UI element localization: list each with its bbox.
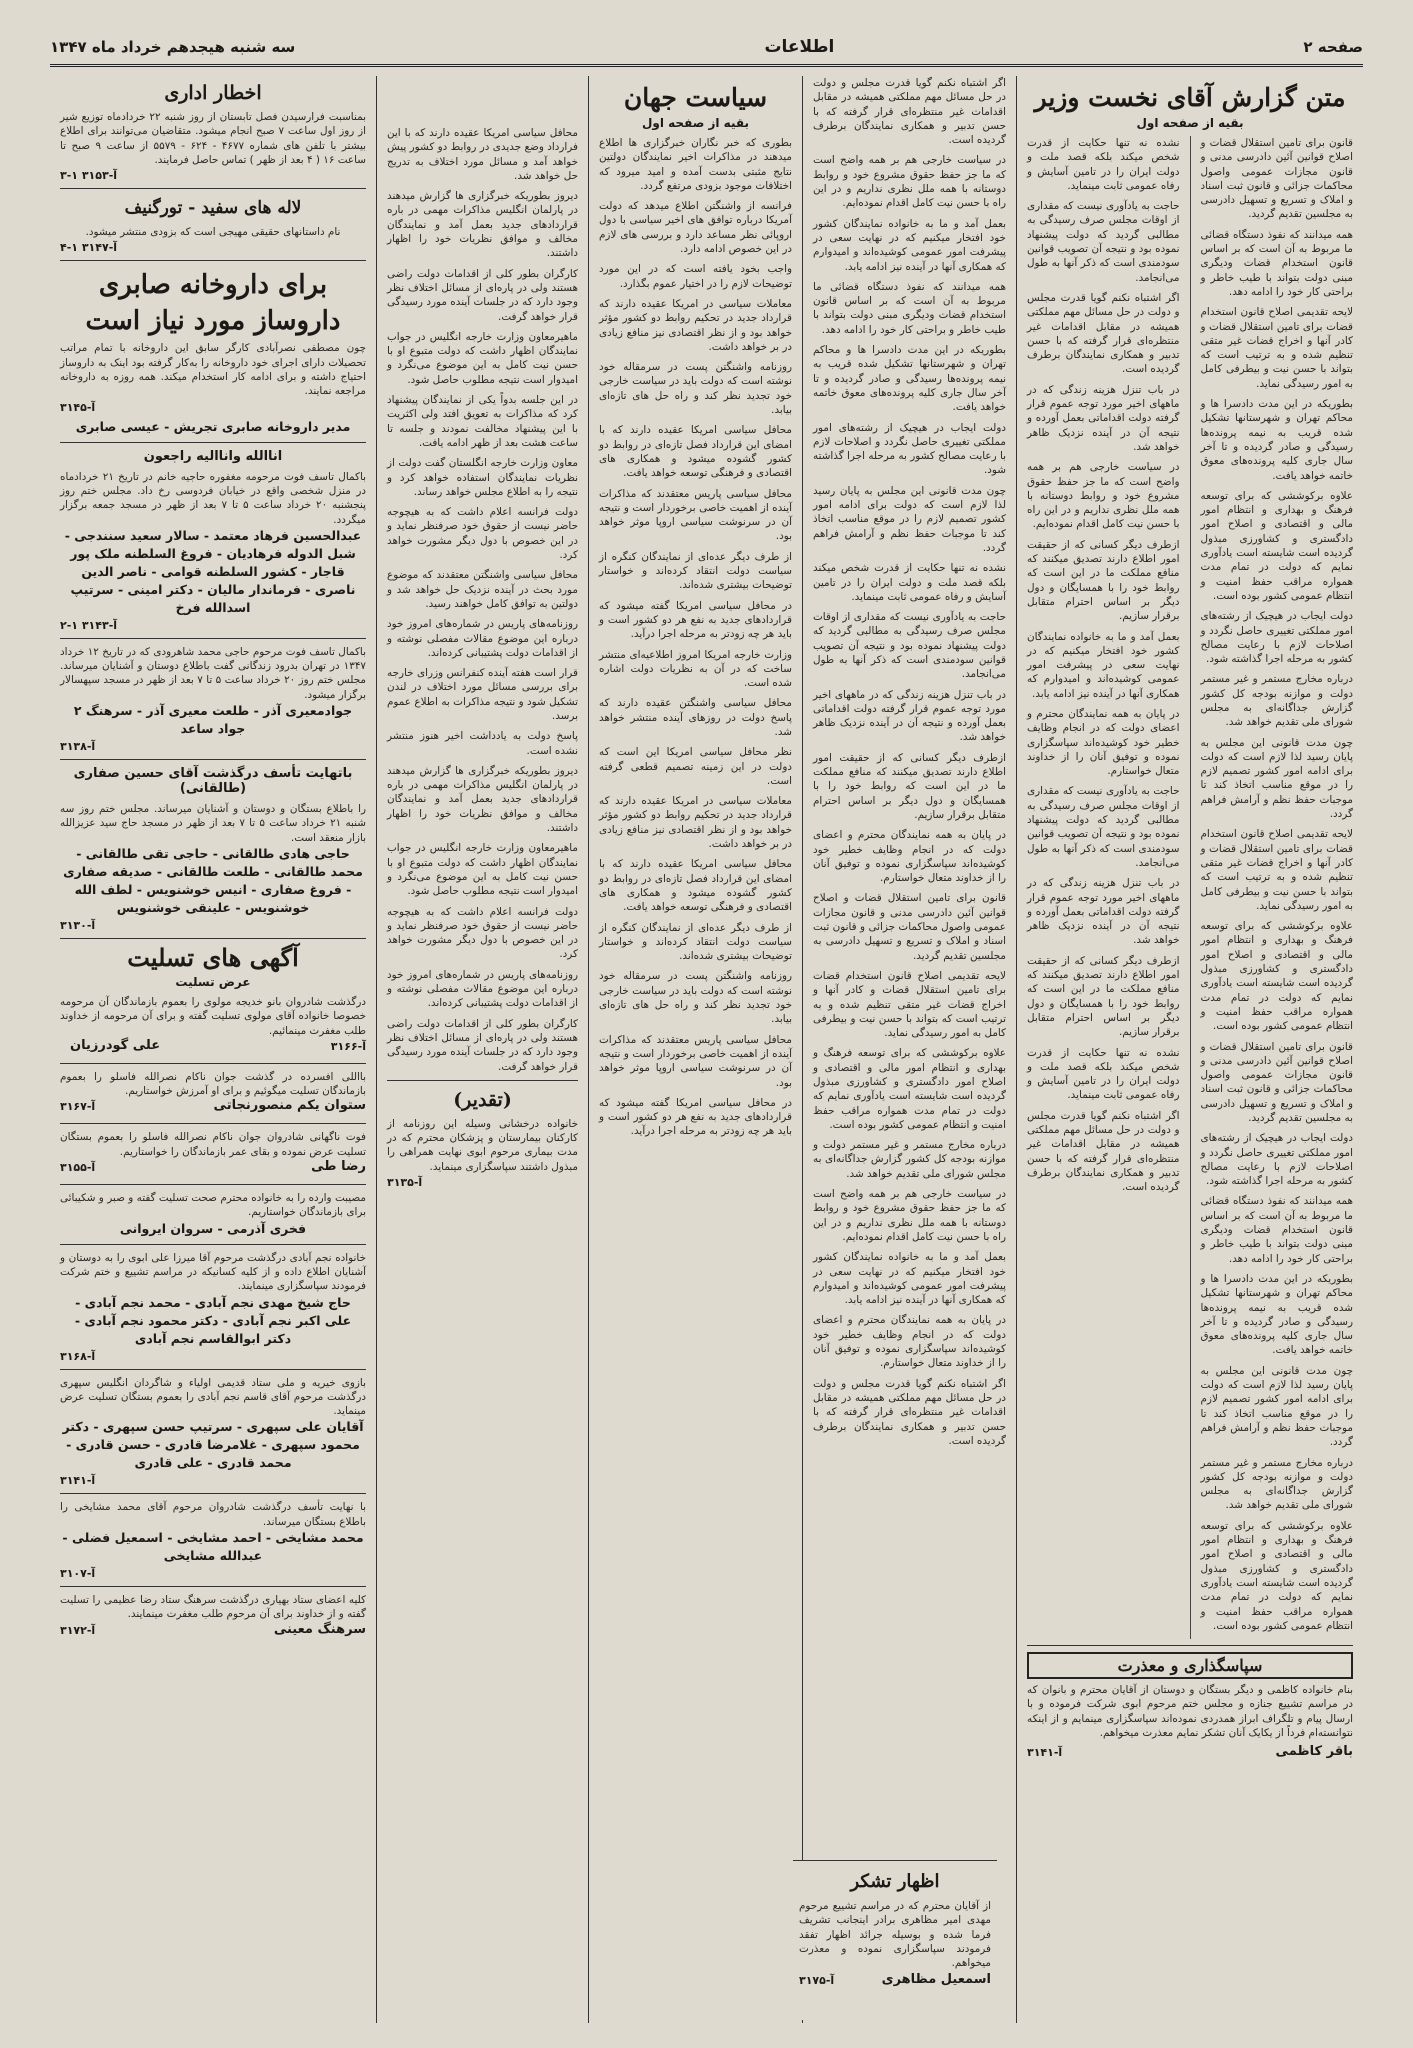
thanks-apology-title: سپاسگذاری و معذرت bbox=[1027, 1652, 1353, 1679]
gratitude-title: اظهار تشکر bbox=[850, 1871, 940, 1892]
world-paragraph: محافل سیاسی پاریس معتقدند که مذاکرات آینده از اهمیت خاصی برخوردار است و نتیجه آن در سرنوشت سیاسی اروپا موثر خواهد بود. bbox=[599, 487, 792, 543]
report-paragraph: ازطرف دیگر کسانی که از حقیقت امور اطلاع دارند تصدیق میکنند که منافع مملکت ما در این است که روابط خود را با همسایگان و دول دیگر بر اساس احترام متقابل برقرار سازیم. bbox=[1027, 954, 1180, 1039]
report-paragraph: بعمل آمد و ما به خانواده نمایندگان کشور خود افتخار میکنیم که در نهایت سعی در پیشرفت امور عمومی کوشیده‌اند و امیدوارم که همکاری آنها در آینده نیز ادامه یابد. bbox=[813, 1251, 1006, 1307]
mourning3-code: آ-۳۱۳۰ bbox=[60, 918, 96, 932]
condolence3-code: آ-۳۱۵۵ bbox=[60, 1161, 96, 1175]
mourning2-names: جوادمعیری آذر - طلعت معیری آذر - سرهنگ ۲ جواد ساعد bbox=[73, 703, 353, 737]
thanks-apology-code: آ-۳۱۴۱ bbox=[1027, 1746, 1063, 1760]
report-paragraph: در پایان به همه نمایندگان محترم و اعضای دولت که در انجام وظایف خطیر خود کوشیده‌اند سپاسگزاری نموده و توفیق آنان را از خداوند متعال خواستارم. bbox=[813, 829, 1006, 885]
thanks-apology-text: بنام خانواده کاظمی و دیگر بستگان و دوستان از آقایان محترم و بانوان که در مراسم تشییع جنازه و مجلس ختم مرحوم ابوی شرکت فرموده و با ارسال پیام و تلگراف ابراز همدردی نموده‌اند سپاسگزاری مینمایم و از اینکه نتوانسته‌ام فرداً از یکایک آنان تشکر نمایم معذرت میخواهم. bbox=[1027, 1684, 1353, 1739]
report-paragraph: در باب تنزل هزینه زندگی که در ماههای اخیر مورد توجه عموم قرار گرفته دولت اقداماتی بعمل آورده و نتیجه آن در آینده نزدیک ظاهر خواهد شد. bbox=[813, 688, 1006, 744]
world-headline: سیاست جهان bbox=[623, 83, 768, 112]
world-paragraph: معاملات سیاسی در امریکا عقیده دارند که قرارداد جدید در تحکیم روابط دو کشور مؤثر خواهد بود و از نظر اقتصادی نیز منافع زیادی در بر خواهد داشت. bbox=[599, 297, 792, 353]
world-paragraph: وزارت خارجه امریکا امروز اطلاعیه‌ای منتشر ساخت که در آن به نظریات دولت اشاره شده است. bbox=[599, 648, 792, 690]
report-paragraph: درباره مخارج مستمر و غیر مستمر دولت و موازنه بودجه کل کشور گزارش جداگانه‌ای به مجلس شورای ملی تقدیم خواهد شد. bbox=[1200, 1456, 1353, 1512]
condolence4-signature: فخری آذرمی - سروان ایروانی bbox=[119, 1220, 307, 1236]
pharmacy-ad-signature: مدیر داروخانه صابری تجریش - عیسی صابری bbox=[75, 418, 351, 434]
report-paragraph: اگر اشتباه نکنم گویا قدرت مجلس و دولت در حل مسائل مهم مملکتی همیشه در مقابل اقدامات غیر منتظره‌ای قرار گرفته که با حسن تدبیر و همکاری نمایندگان برطرف گردیده است. bbox=[813, 1377, 1006, 1447]
report-paragraph: در سیاست خارجی هم بر همه واضح است که ما جز حفظ حقوق مشروع خود و روابط دوستانه با همه ملل نظری نداریم و در این راه با حسن نیت کامل اقدام نموده‌ایم. bbox=[1027, 461, 1180, 531]
notice-code: ۳-۱ آ-۳۱۵۳ bbox=[60, 169, 118, 183]
report-paragraph: حاجت به یادآوری نیست که مقداری از اوقات مجلس صرف رسیدگی به مطالبی گردید که دولت پیشنهاد نموده بود و نتیجه آن تصویب قوانین سودمندی است که ذکر آنها به طول می‌انجامد. bbox=[1027, 785, 1180, 869]
world-paragraph: روزنامه واشنگتن پست در سرمقاله خود نوشته است که دولت باید در سیاست خارجی خود تجدید نظر کند و راه حل های تازه‌ای بیابد. bbox=[599, 970, 792, 1026]
notice-text: بمناسبت فرارسیدن فصل تابستان از روز شنبه ۲۲ خردادماه توزیع شیر از روز اول ساعت ۷ صبح انجام میشود. متقاضیان می‌توانند برای اطلاع بیشتر با تلفن های شماره ۴۶۷۷ - ۶۲۴ - ۵۵۷۹ از ساعت ۹ صبح تا ساعت ۱۶ ( ۴ بعد از ظهر ) تماس حاصل فرمایند. bbox=[60, 111, 366, 166]
condolence-section-title: آگهی های تسلیت bbox=[127, 942, 299, 972]
condolence5-names: حاج شیخ مهدی نجم آبادی - محمد نجم آبادی - علی اکبر نجم آبادی - دکتر محمود نجم آبادی - دکتر ابوالقاسم نجم آبادی bbox=[74, 1294, 352, 1346]
report-paragraph: همه میدانند که نفوذ دستگاه قضائی ما مربوط به آن است که بر اساس قانون استخدام قضات ودیگری مبنی دولت بتواند با طیب خاطر و براحتی کار خود را ادامه دهد. bbox=[813, 280, 1006, 336]
world-paragraph: نظر محافل سیاسی امریکا این است که دولت در این زمینه تصمیم قطعی گرفته است. bbox=[599, 746, 792, 787]
condolence7-text: با نهایت تأسف درگذشت شادروان مرحوم آقای محمد مشایخی را باطلاع بستگان میرساند. bbox=[60, 1501, 366, 1528]
condolence6-code: آ-۳۱۴۱ bbox=[60, 1474, 96, 1488]
mourning2-code: آ-۳۱۳۸ bbox=[60, 740, 96, 754]
condolence8-signature: سرهنگ معینی bbox=[273, 1621, 366, 1637]
world-paragraph: از طرف دیگر عده‌ای از نمایندگان کنگره از سیاست دولت انتقاد کرده‌اند و خواستار توضیحات بیشتری شده‌اند. bbox=[599, 921, 792, 963]
report-paragraph: دولت ایجاب در هیچیک از رشته‌های امور مملکتی تغییری حاصل نگردد و اصلاحات لازم با رعایت مصالح کشور به مرحله اجرا گذاشته شود. bbox=[1200, 1132, 1353, 1188]
report-paragraph: دولت ایجاب در هیچیک از رشته‌های امور مملکتی تغییری حاصل نگردد و اصلاحات لازم با رعایت مصالح کشور به مرحله اجرا گذاشته شود. bbox=[1200, 610, 1353, 666]
report-paragraph: علاوه برکوششی که برای توسعه فرهنگ و بهداری و انتظام امور مالی و اقتصادی و اصلاح امور دادگستری و کشاورزی مبذول گردیده است شایسته است یادآوری نمایم که دولت در تمام مدت همواره مراقب حفظ امنیت و انتظام عمومی کشور بوده است. bbox=[1200, 1519, 1353, 1632]
world-paragraph: محافل سیاسی واشنگتن معتقدند که موضوع مورد بحث در آینده نزدیک حل خواهد شد و دولتین به توافق کامل خواهند رسید. bbox=[387, 569, 578, 610]
condolence2-code: آ-۳۱۶۷ bbox=[60, 1100, 96, 1114]
report-paragraph: بعمل آمد و ما به خانواده نمایندگان کشور خود افتخار میکنیم که در نهایت سعی در پیشرفت امور عمومی کوشیده‌اند و امیدوارم که همکاری آنها در آینده نیز ادامه یابد. bbox=[813, 217, 1006, 273]
condolence1-code: آ-۳۱۶۶ bbox=[330, 1039, 366, 1053]
condolence6-names: آقایان علی سپهری - سرتیپ حسن سپهری - دکتر محمود سپهری - غلامرضا قادری - حسن قادری - محمد قادری - علی قادری bbox=[62, 1419, 364, 1471]
report-headline: متن گزارش آقای نخست وزیر bbox=[1034, 83, 1346, 112]
report-continued-note: بقیه از صفحه اول bbox=[1136, 116, 1244, 130]
condolence1-title: عرض تسلیت bbox=[175, 974, 251, 989]
movie-ad-title: لاله های سفید - تورگنیف bbox=[124, 198, 302, 219]
condolence1-signature: علی گودرزیان bbox=[70, 1037, 161, 1053]
report-paragraph: همه میدانند که نفوذ دستگاه قضائی ما مربوط به آن است که بر اساس قانون استخدام قضات ودیگری مبنی دولت بتواند با طیب خاطر و براحتی کار خود را ادامه دهد. bbox=[1200, 228, 1353, 298]
world-body bbox=[599, 136, 792, 1139]
gratitude-signature: اسمعیل مظاهری bbox=[881, 1972, 991, 1988]
report-paragraph: در پایان به همه نمایندگان محترم و اعضای دولت که در انجام وظایف خطیر خود کوشیده‌اند سپاسگزاری نموده و توفیق آنان را از خداوند متعال خواستارم. bbox=[813, 1314, 1006, 1370]
thanks-apology-signature: باقر کاظمی bbox=[1275, 1744, 1353, 1760]
world-paragraph: بطوری که خبر نگاران خبرگزاری ها اطلاع میدهند در مذاکرات اخیر نمایندگان دولتین نتایج مثبتی بدست آمده و امید میرود که اختلافات موجود بزودی مرتفع گردد. bbox=[599, 137, 792, 192]
world-paragraph: فرانسه از واشنگتن اطلاع میدهد که دولت آمریکا درباره توافق های اخیر سیاسی با دول اروپائی نظر مساعد دارد و بررسی های لازم در این خصوص ادامه دارد. bbox=[599, 200, 792, 256]
column-report bbox=[1017, 76, 1363, 2023]
gratitude-text: از آقایان محترم که در مراسم تشییع مرحوم مهدی امیر مظاهری برادر اینجانب تشریف فرما شده و بوسیله جرائد اظهار تفقد فرمودند سپاسگزاری نموده و معذرت میخواهم. bbox=[799, 1900, 991, 1970]
condolence7-code: آ-۳۱۰۷ bbox=[60, 1566, 96, 1580]
report-paragraph: چون مدت قانونی این مجلس به پایان رسید لذا لازم است که دولت برای ادامه امور کشور تصمیم لازم را در موقع مناسب اتخاذ کند تا موجبات حفظ نظم و آرامش فراهم گردد. bbox=[1200, 1364, 1353, 1449]
masthead bbox=[50, 30, 1363, 67]
gratitude-code: آ-۳۱۷۵ bbox=[799, 1974, 835, 1988]
pharmacy-ad-title: برای داروخانه صابری داروساز مورد نیاز است bbox=[85, 270, 341, 337]
condolence5-code: آ-۳۱۶۸ bbox=[60, 1349, 96, 1363]
report-paragraph: لایحه تقدیمی اصلاح قانون استخدام قضات برای تامین استقلال قضات و کادر آنها و اخراج قضات غیر متقی تنظیم شده و به ترتیب است که بتواند با حسن نیت و بیطرفی کامل به امور رسیدگی نماید. bbox=[1200, 306, 1353, 390]
columns bbox=[50, 76, 1363, 2023]
mourning1-title: اناالله وانااليه راجعون bbox=[143, 448, 283, 464]
report-body-a bbox=[1201, 136, 1354, 1639]
world-continued-body bbox=[387, 126, 578, 1074]
column-world-politics bbox=[589, 76, 803, 2023]
report-paragraph: قانون برای تامین استقلال قضات و اصلاح قوانین آئین دادرسی مدنی و قانون مجازات عمومی واصول محاکمات جزائی و قانون ثبت اسناد و املاک و تسریع و تسهیل دادرسی به مجلسین تقدیم گردید. bbox=[813, 892, 1006, 962]
world-paragraph: در محافل سیاسی امریکا گفته میشود که قراردادهای جدید به نفع هر دو کشور است و باید هر چه زودتر به مرحله اجرا درآید. bbox=[599, 599, 792, 641]
report-paragraph: حاجت به یادآوری نیست که مقداری از اوقات مجلس صرف رسیدگی به مطالبی گردید که دولت پیشنهاد نموده بود و نتیجه آن تصویب قوانین سودمندی است که ذکر آنها به طول می‌انجامد. bbox=[813, 611, 1006, 681]
report-continued-body bbox=[813, 76, 1006, 1448]
report-paragraph: حاجت به یادآوری نیست که مقداری از اوقات مجلس صرف رسیدگی به مطالبی گردید که دولت پیشنهاد نموده بود و نتیجه آن تصویب قوانین سودمندی است که ذکر آنها به طول می‌انجامد. bbox=[1027, 200, 1180, 284]
world-paragraph: قرار است هفته آینده کنفرانس وزرای خارجه برای بررسی مسائل مورد اختلاف در لندن تشکیل شود و نتیجه مذاکرات به اطلاع عموم برسد. bbox=[387, 667, 578, 722]
condolence8-code: آ-۳۱۷۲ bbox=[60, 1623, 96, 1637]
report-paragraph: علاوه برکوششی که برای توسعه فرهنگ و بهداری و انتظام امور مالی و اقتصادی و اصلاح امور دادگستری و کشاورزی مبذول گردیده است شایسته است یادآوری نمایم که دولت در تمام مدت همواره مراقب حفظ امنیت و انتظام عمومی کشور بوده است. bbox=[1200, 920, 1353, 1033]
mourning2-text: باکمال تاسف فوت مرحوم حاجی محمد شاهرودی که در تاریخ ۱۲ خرداد ۱۳۴۷ در تهران بدرود زندگانی گفت باطلاع دوستان و آشنایان میرساند. مجلس ختم روز ۲۰ خرداد ساعت ۵ تا ۷ بعد از ظهر در مسجد سپهسالار برگزار میشود. bbox=[60, 645, 366, 701]
column-report-continued bbox=[803, 76, 1017, 2023]
report-paragraph: علاوه برکوششی که برای توسعه فرهنگ و بهداری و انتظام امور مالی و اقتصادی و اصلاح امور دادگستری و کشاورزی مبذول گردیده است شایسته است یادآوری نمایم که دولت در تمام مدت همواره مراقب حفظ امنیت و انتظام عمومی کشور بوده است. bbox=[813, 1047, 1006, 1131]
world-paragraph: ماهیرمعاون وزارت خارجه انگلیس در جواب نمایندگان اظهار داشت که دولت متبوع او با حسن نیت کامل به این موضوع می‌نگرد و امیدوار است نتیجه مطلوب حاصل شود. bbox=[387, 842, 578, 898]
condolence3-text: فوت ناگهانی شادروان جوان ناکام نصرالله فاسلو را بعموم بستگان تسلیت عرض نموده و بقای عمر بازماندگان را خواستاریم. bbox=[60, 1131, 366, 1158]
world-paragraph: پاسخ دولت به یادداشت اخیر هنوز منتشر نشده است. bbox=[387, 730, 578, 757]
report-paragraph: لایحه تقدیمی اصلاح قانون استخدام قضات برای تامین استقلال قضات و کادر آنها و اخراج قضات غیر متقی تنظیم شده و به ترتیب است که بتواند با حسن نیت و بیطرفی کامل به امور رسیدگی نماید. bbox=[1200, 828, 1353, 912]
world-paragraph: واجب بخود یافته است که در این مورد توضیحات لازم را در اختیار عموم بگذارد. bbox=[599, 263, 792, 290]
report-paragraph: در باب تنزل هزینه زندگی که در ماههای اخیر مورد توجه عموم قرار گرفته دولت اقداماتی بعمل آورده و نتیجه آن در آینده نزدیک ظاهر خواهد شد. bbox=[1027, 383, 1180, 453]
gratitude-notice bbox=[793, 1860, 997, 2020]
report-paragraph: درباره مخارج مستمر و غیر مستمر دولت و موازنه بودجه کل کشور گزارش جداگانه‌ای به مجلس شورای ملی تقدیم خواهد شد. bbox=[1200, 673, 1353, 729]
report-paragraph: همه میدانند که نفوذ دستگاه قضائی ما مربوط به آن است که بر اساس قانون استخدام قضات ودیگری مبنی دولت بتواند با طیب خاطر و براحتی کار خود را ادامه دهد. bbox=[1200, 1195, 1353, 1265]
world-paragraph: محافل سیاسی امریکا عقیده دارند که با امضای این قرارداد فصل تازه‌ای در روابط دو کشور گشوده میشود و همکاری های اقتصادی و فرهنگی توسعه خواهد یافت. bbox=[599, 858, 792, 914]
report-paragraph: در باب تنزل هزینه زندگی که در ماههای اخیر مورد توجه عموم قرار گرفته دولت اقداماتی بعمل آورده و نتیجه آن در آینده نزدیک ظاهر خواهد شد. bbox=[1027, 877, 1180, 947]
pharmacy-ad-text: چون مصطفی نصرآبادی کارگر سابق این داروخانه با تمام مراتب تحصیلات دارای اجرای خود داروخانه را به‌کار گرفته بود اینک به داروساز احتیاج داشته و برای ادامه کار استخدام میکند. همه روزه به داروخانه مراجعه نمایند. bbox=[60, 342, 366, 398]
world-paragraph: معاون وزارت خارجه انگلستان گفت دولت از نظریات نمایندگان استفاده خواهد کرد و نتیجه را به اطلاع مجلس خواهد رساند. bbox=[387, 457, 578, 498]
mourning1-code: ۲-۱ آ-۳۱۴۳ bbox=[60, 618, 118, 632]
world-continued-note: بقیه از صفحه اول bbox=[641, 116, 749, 130]
report-paragraph: چون مدت قانونی این مجلس به پایان رسید لذا لازم است که دولت برای ادامه امور کشور تصمیم لازم را در موقع مناسب اتخاذ کند تا موجبات حفظ نظم و آرامش فراهم گردد. bbox=[1200, 736, 1353, 821]
report-paragraph: بطوریکه در این مدت دادسرا ها و محاکم تهران و شهرستانها تشکیل شده قریب به نیمه پرونده‌ها رسیدگی و صادر گردیده و تا آخر سال جاری کلیه پرونده‌های معوق خاتمه خواهد یافت. bbox=[1200, 398, 1353, 482]
report-paragraph: قانون برای تامین استقلال قضات و اصلاح قوانین آئین دادرسی مدنی و قانون مجازات عمومی واصول محاکمات جزائی و قانون ثبت اسناد و املاک و تسریع و تسهیل دادرسی به مجلسین تقدیم گردید. bbox=[1200, 1040, 1353, 1124]
world-paragraph: دولت فرانسه اعلام داشت که به هیچوجه حاضر نیست از حقوق خود صرفنظر نماید و در این خصوص با دول دیگر مشورت خواهد کرد. bbox=[387, 506, 578, 562]
report-paragraph: اگر اشتباه نکنم گویا قدرت مجلس و دولت در حل مسائل مهم مملکتی همیشه در مقابل اقدامات غیر منتظره‌ای قرار گرفته که با حسن تدبیر و همکاری نمایندگان برطرف گردیده است. bbox=[1027, 1109, 1180, 1194]
condolence1-text: درگذشت شادروان بانو خدیجه مولوی را بعموم بازماندگان آن مرحومه خصوصا خانواده آقای مولوی تسلیت گفته و برای آن مرحومه از خداوند طلب مغفرت مینمائیم. bbox=[60, 995, 366, 1037]
report-paragraph: ازطرف دیگر کسانی که از حقیقت امور اطلاع دارند تصدیق میکنند که منافع مملکت ما در این است که روابط خود را با همسایگان و دول دیگر بر اساس احترام متقابل برقرار سازیم. bbox=[1027, 538, 1180, 623]
condolence2-signature: ستوان یکم منصورنجاتی bbox=[213, 1098, 366, 1114]
condolence8-text: کلیه اعضای ستاد بهیاری درگذشت سرهنگ ستاد رضا عظیمی را تسلیت گفته و از خداوند برای آن مرحوم طلب مغفرت مینمایند. bbox=[60, 1593, 366, 1621]
movie-ad-text: نام داستانهای حقیقی مهیجی است که بزودی منتشر میشود. bbox=[85, 226, 341, 239]
condolence6-text: بازوی خیریه و ملی ستاد قدیمی اولیاء و شاگردان انگلیس سپهری درگذشت مرحوم آقای قاسم نجم آبادی را بعموم بستگان تسلیت عرض مینماید. bbox=[60, 1376, 366, 1418]
column-notices bbox=[50, 76, 377, 2023]
world-paragraph: کارگران بطور کلی از اقدامات دولت راضی هستند ولی در پاره‌ای از مسائل اختلاف نظر وجود دارد که در جلسات آینده مورد رسیدگی قرار خواهد گرفت. bbox=[387, 1017, 578, 1073]
report-paragraph: در پایان به همه نمایندگان محترم و اعضای دولت که در انجام وظایف خطیر خود کوشیده‌اند سپاسگزاری نموده و توفیق آنان را از خداوند متعال خواستارم. bbox=[1027, 707, 1180, 778]
world-paragraph: روزنامه‌های پاریس در شماره‌های امروز خود درباره این موضوع مقالات مفصلی نوشته و از اقدامات دولت پشتیبانی کرده‌اند. bbox=[387, 618, 578, 659]
report-paragraph: چون مدت قانونی این مجلس به پایان رسید لذا لازم است که دولت برای ادامه امور کشور تصمیم لازم را در موقع مناسب اتخاذ کند تا موجبات حفظ نظم و آرامش فراهم گردد. bbox=[813, 484, 1006, 554]
world-paragraph: دیروز بطوریکه خبرگزاری ها گزارش میدهند در پارلمان انگلیس مذاکرات مهمی در باره قراردادهای جدید بعمل آمد و نمایندگان مخالف و موافق نظریات خود را اظهار داشتند. bbox=[387, 190, 578, 260]
report-paragraph: نشده نه تنها حکایت از قدرت شخص میکند بلکه قصد ملت و دولت ایران را در تامین آسایش و رفاه عمومی ثابت مینماید. bbox=[813, 562, 1006, 603]
column-world-continued bbox=[377, 76, 589, 2023]
issue-date: سه شنبه هیجدهم خرداد ماه ۱۳۴۷ bbox=[50, 38, 296, 56]
world-paragraph: معاملات سیاسی در امریکا عقیده دارند که قرارداد جدید در تحکیم روابط دو کشور مؤثر خواهد بود و از نظر اقتصادی نیز منافع زیادی در بر خواهد داشت. bbox=[599, 795, 792, 851]
mourning3-title: باتهایت تأسف درگذشت آقای حسین صفاری (طالقانی) bbox=[73, 766, 353, 797]
world-paragraph: محافل سیاسی امریکا عقیده دارند که با این فرارداد وضع جدیدی در روابط دو کشور پیش خواهد آمد و مسائل مورد اختلاف به تدریج حل خواهد شد. bbox=[387, 127, 578, 182]
world-paragraph: روزنامه‌های پاریس در شماره‌های امروز خود درباره این موضوع مقالات مفصلی نوشته و از اقدامات دولت پشتیبانی کرده‌اند. bbox=[387, 968, 578, 1010]
world-paragraph: در محافل سیاسی امریکا گفته میشود که قراردادهای جدید به نفع هر دو کشور است و باید هر چه زودتر به مرحله اجرا درآید. bbox=[599, 1096, 792, 1138]
report-paragraph: بعمل آمد و ما به خانواده نمایندگان کشور خود افتخار میکنیم که در نهایت سعی در پیشرفت امور عمومی کوشیده‌اند و امیدوارم که همکاری آنها در آینده نیز ادامه یابد. bbox=[1027, 630, 1180, 700]
world-paragraph: روزنامه واشنگتن پست در سرمقاله خود نوشته است که دولت باید در سیاست خارجی خود تجدید نظر کند و راه حل های تازه‌ای بیابد. bbox=[599, 361, 792, 417]
report-paragraph: در سیاست خارجی هم بر همه واضح است که ما جز حفظ حقوق مشروع خود و روابط دوستانه با همه ملل نظری نداریم و در این راه با حسن نیت کامل اقدام نموده‌ایم. bbox=[813, 154, 1006, 210]
report-body-b bbox=[1027, 136, 1180, 1639]
appreciation-code: آ-۳۱۳۵ bbox=[387, 1176, 423, 1189]
report-paragraph: درباره مخارج مستمر و غیر مستمر دولت و موازنه بودجه کل کشور گزارش جداگانه‌ای به مجلس شورای ملی تقدیم خواهد شد. bbox=[813, 1139, 1006, 1180]
condolence4-text: مصیبت وارده را به خانواده محترم صحت تسلیت گفته و صبر و شکیبائی برای بازماندگان خواستاریم. bbox=[60, 1192, 366, 1219]
condolence7-names: محمد مشایخی - احمد مشایخی - اسمعیل فضلی - عبدالله مشایخی bbox=[62, 1529, 364, 1563]
world-paragraph: ماهیرمعاون وزارت خارجه انگلیس در جواب نمایندگان اظهار داشت که دولت متبوع او با حسن نیت کامل به این موضوع می‌نگرد و امیدوار است نتیجه مطلوب حاصل شود. bbox=[387, 330, 578, 386]
world-paragraph: در این جلسه بدواً یکی از نمایندگان پیشنهاد کرد که مذاکرات به تعویق افتد ولی اکثریت با این پیشنهاد مخالفت نمودند و جلسه تا ساعت هشت بعد از ظهر ادامه یافت. bbox=[387, 394, 578, 449]
appreciation-text: خانواده درخشانی وسیله این روزنامه از کارکنان بیمارستان و پزشکان محترم که در مدت بیماری مرحوم ابوی نهایت همراهی را مبذول داشتند سپاسگزاری مینماید. bbox=[387, 1117, 578, 1173]
report-paragraph: بطوریکه در این مدت دادسرا ها و محاکم تهران و شهرستانها تشکیل شده قریب به نیمه پرونده‌ها رسیدگی و صادر گردیده و تا آخر سال جاری کلیه پرونده‌های معوق خاتمه خواهد یافت. bbox=[813, 344, 1006, 414]
mourning1-names: عبدالحسین فرهاد معتمد - سالار سعید سنندجی - شبل الدوله فرهادیان - فروغ السلطنه ملک پور قاجار - کشور السلطنه قوامی - ناصر الدین ناصری - فرماندار مالیان - دکتر امینی - سرتیپ اسدالله فرخ bbox=[64, 527, 362, 615]
world-paragraph: محافل سیاسی پاریس معتقدند که مذاکرات آینده از اهمیت خاصی برخوردار است و نتیجه آن در سرنوشت سیاسی اروپا موثر خواهد بود. bbox=[599, 1033, 792, 1089]
notice-title: اخطار اداری bbox=[164, 82, 262, 104]
movie-ad-code: ۴-۱ آ-۳۱۴۷ bbox=[60, 241, 118, 255]
report-paragraph: علاوه برکوششی که برای توسعه فرهنگ و بهداری و انتظام امور مالی و اقتصادی و اصلاح امور دادگستری و کشاورزی مبذول گردیده است شایسته است یادآوری نمایم که دولت در تمام مدت همواره مراقب حفظ امنیت و انتظام عمومی کشور بوده است. bbox=[1200, 489, 1353, 602]
world-paragraph: دولت فرانسه اعلام داشت که به هیچوجه حاضر نیست از حقوق خود صرفنظر نماید و در این خصوص با دول دیگر مشورت خواهد کرد. bbox=[387, 905, 578, 961]
mourning3-names: حاجی هادی طالقانی - حاجی تقی طالقانی - محمد طالقانی - طلعت طالقانی - صدیقه صفاری - فروغ صفاری - انیس خوشنویس - لطف الله خوشنویس - علینقی خوشنویس bbox=[63, 845, 363, 915]
report-paragraph: نشده نه تنها حکایت از قدرت شخص میکند بلکه قصد ملت و دولت ایران را در تامین آسایش و رفاه عمومی ثابت مینماید. bbox=[1027, 137, 1180, 192]
newspaper-name: اطلاعات bbox=[764, 37, 835, 57]
report-paragraph: لایحه تقدیمی اصلاح قانون استخدام قضات برای تامین استقلال قضات و کادر آنها و اخراج قضات غیر متقی تنظیم شده و به ترتیب است که بتواند با حسن نیت و بیطرفی کامل به امور رسیدگی نماید. bbox=[813, 969, 1006, 1040]
report-paragraph: دولت ایجاب در هیچیک از رشته‌های امور مملکتی تغییری حاصل نگردد و اصلاحات لازم با رعایت مصالح کشور به مرحله اجرا گذاشته شود. bbox=[813, 421, 1006, 477]
report-paragraph: در سیاست خارجی هم بر همه واضح است که ما جز حفظ حقوق مشروع خود و روابط دوستانه با همه ملل نظری نداریم و در این راه با حسن نیت کامل اقدام نموده‌ایم. bbox=[813, 1188, 1006, 1243]
report-paragraph: اگر اشتباه نکنم گویا قدرت مجلس و دولت در حل مسائل مهم مملکتی همیشه در مقابل اقدامات غیر منتظره‌ای قرار گرفته که با حسن تدبیر و همکاری نمایندگان برطرف گردیده است. bbox=[1027, 291, 1180, 376]
world-paragraph: دیروز بطوریکه خبرگزاری ها گزارش میدهند در پارلمان انگلیس مذاکرات مهمی در باره قراردادهای جدید بعمل آمد و نمایندگان مخالف و موافق نظریات خود را اظهار داشتند. bbox=[387, 764, 578, 835]
report-paragraph: بطوریکه در این مدت دادسرا ها و محاکم تهران و شهرستانها تشکیل شده قریب به نیمه پرونده‌ها رسیدگی و صادر گردیده و تا آخر سال جاری کلیه پرونده‌های معوق خاتمه خواهد یافت. bbox=[1200, 1272, 1353, 1357]
condolence3-signature: رضا طی bbox=[311, 1159, 366, 1175]
mourning1-text: باکمال تاسف فوت مرحومه مغفوره حاجیه خانم در تاریخ ۲۱ خردادماه در منزل شخصی واقع در خیابان فردوسی رخ داد. مجلس ختم روز پنجشنبه ۲۰ خرداد ساعت ۵ تا ۷ بعد از ظهر در مسجد جمعه برگزار میگردد. bbox=[60, 470, 367, 526]
report-paragraph: نشده نه تنها حکایت از قدرت شخص میکند بلکه قصد ملت و دولت ایران را در تامین آسایش و رفاه عمومی ثابت مینماید. bbox=[1027, 1046, 1180, 1102]
world-paragraph: محافل سیاسی واشنگتن عقیده دارند که پاسخ دولت در روزهای آینده منتشر خواهد شد. bbox=[599, 697, 792, 738]
world-paragraph: از طرف دیگر عده‌ای از نمایندگان کنگره از سیاست دولت انتقاد کرده‌اند و خواستار توضیحات بیشتری شده‌اند. bbox=[599, 550, 792, 592]
world-paragraph: محافل سیاسی امریکا عقیده دارند که با امضای این قرارداد فصل تازه‌ای در روابط دو کشور گشوده میشود و همکاری های اقتصادی و فرهنگی توسعه خواهد یافت. bbox=[599, 424, 792, 480]
report-paragraph: اگر اشتباه نکنم گویا قدرت مجلس و دولت در حل مسائل مهم مملکتی همیشه در مقابل اقدامات غیر منتظره‌ای قرار گرفته که با حسن تدبیر و همکاری نمایندگان برطرف گردیده است. bbox=[813, 77, 1006, 147]
page-number: صفحه ۲ bbox=[1303, 38, 1363, 56]
report-paragraph: ازطرف دیگر کسانی که از حقیقت امور اطلاع دارند تصدیق میکنند که منافع مملکت ما در این است که روابط خود را با همسایگان و دول دیگر بر اساس احترام متقابل برقرار سازیم. bbox=[813, 751, 1006, 821]
report-paragraph: قانون برای تامین استقلال قضات و اصلاح قوانین آئین دادرسی مدنی و قانون مجازات عمومی واصول محاکمات جزائی و قانون ثبت اسناد و املاک و تسریع و تسهیل دادرسی به مجلسین تقدیم گردید. bbox=[1200, 137, 1353, 221]
world-paragraph: کارگران بطور کلی از اقدامات دولت راضی هستند ولی در پاره‌ای از مسائل اختلاف نظر وجود دارد که در جلسات آینده مورد رسیدگی قرار خواهد گرفت. bbox=[387, 267, 578, 323]
appreciation-title: (تقدیر) bbox=[453, 1088, 512, 1111]
condolence5-text: خانواده نجم آبادی درگذشت مرحوم آقا میرزا علی ابوی را به دوستان و آشنایان اطلاع داده و از کلیه کسانیکه در مراسم تشییع و ختم شرکت فرمودند سپاسگزاری مینمایند. bbox=[60, 1251, 366, 1293]
mourning3-text: را باطلاع بستگان و دوستان و آشنایان میرساند. مجلس ختم روز سه شنبه ۲۱ خرداد ساعت ۵ تا ۷ بعد از ظهر در مسجد حاج سید عزیزالله بازار منعقد است. bbox=[60, 803, 366, 844]
pharmacy-ad-code: آ-۳۱۴۵ bbox=[60, 400, 96, 414]
condolence2-text: بااللی افسرده در گذشت جوان ناکام نصرالله فاسلو را بعموم بازماندگان تسلیت میگوئیم و برای او آمرزش خواستاریم. bbox=[60, 1070, 366, 1098]
